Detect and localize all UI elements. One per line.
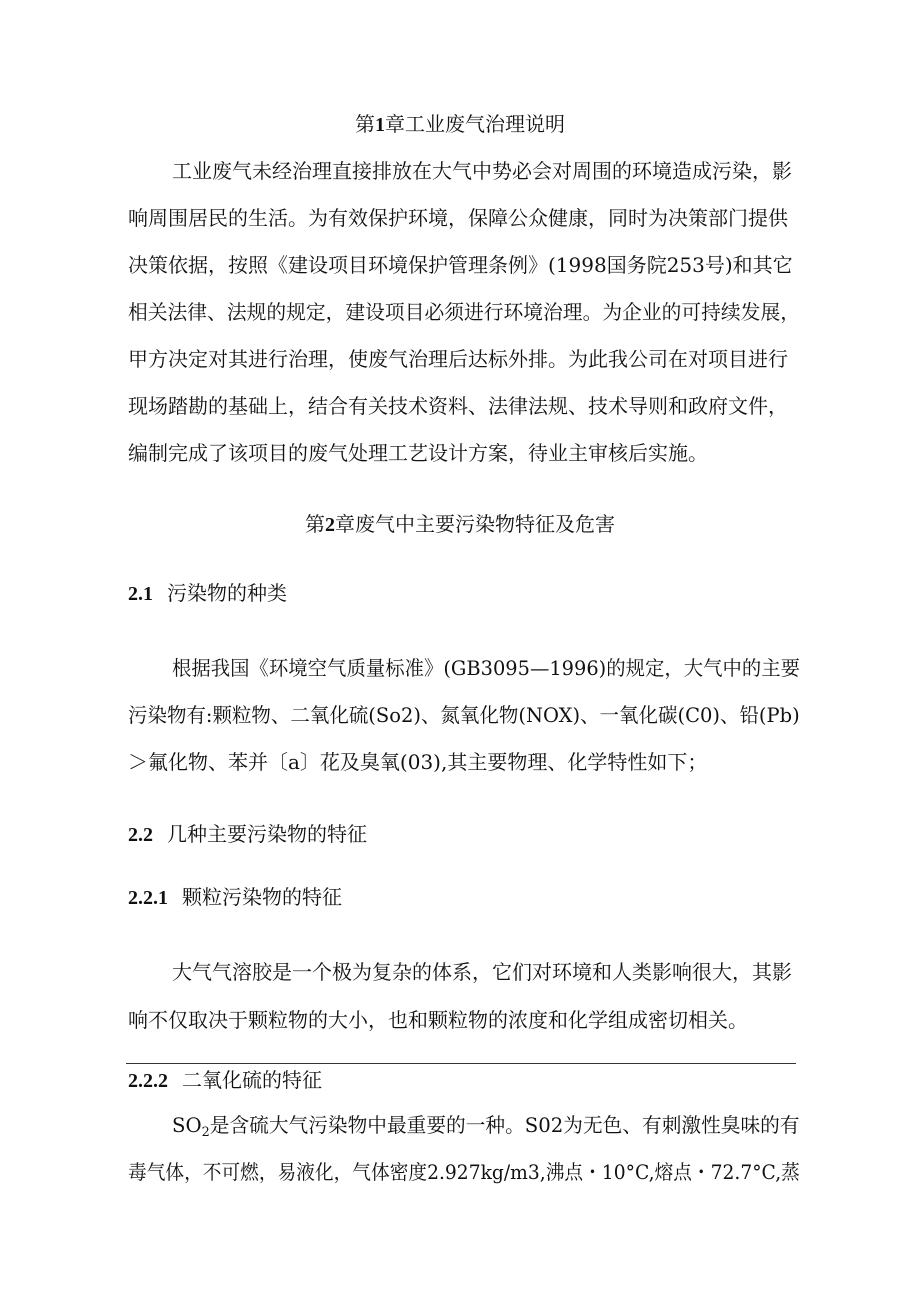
section-2-2-number: 2.2 [128,824,153,846]
chapter-1-text: 章工业废气治理说明 [385,112,565,136]
chapter-2-number: 2 [325,514,335,536]
intro-line-3: 决策依据，按照《建设项目环境保护管理条例》(1998国务院253号)和其它 [128,253,793,277]
intro-line-7: 编制完成了该项目的废气处理工艺设计方案，待业主审核后实施。 [128,441,708,465]
section-2-2-2-number: 2.2.2 [128,1070,168,1092]
chapter-1-number: 1 [375,114,385,136]
s221-line-2: 响不仅取决于颗粒物的大小，也和颗粒物的浓度和化学组成密切相关。 [128,1008,748,1032]
chapter-2-title [0,510,920,539]
section-divider [126,1063,796,1064]
chapter-1-prefix: 第 [355,112,375,136]
section-2-2-1-title: 颗粒污染物的特征 [182,885,342,909]
intro-line-5: 甲方决定对其进行治理，使废气治理后达标外排。为此我公司在对项目进行 [128,347,788,371]
intro-line-1: 工业废气未经治理直接排放在大气中势必会对周围的环境造成污染，影 [172,159,792,183]
so2-formula-subscript: 2 [201,1125,210,1140]
chapter-2-text: 章废气中主要污染物特征及危害 [335,512,615,536]
s222-line-1 [172,1111,800,1139]
section-2-1-heading [128,579,287,608]
section-2-1-number: 2.1 [128,583,153,605]
section-2-2-heading [128,820,367,849]
section-2-2-1-number: 2.2.1 [128,887,168,909]
intro-line-4: 相关法律、法规的规定，建设项目必须进行环境治理。为企业的可持续发展， [128,300,800,324]
s21-line-2: 污染物有:颗粒物、二氧化硫(So2)、氮氧化物(NOX)、一氧化碳(C0)、铅(Pb) [128,703,800,727]
intro-line-6: 现场踏勘的基础上，结合有关技术资料、法律法规、技术导则和政府文件， [128,394,788,418]
chapter-1-title [0,110,920,139]
section-2-2-title: 几种主要污染物的特征 [167,822,367,846]
section-2-1-title: 污染物的种类 [167,581,287,605]
s222-line-1-rest: 是含硫大气污染物中最重要的一种。S02为无色、有刺激性臭味的有 [209,1113,800,1137]
so2-formula-so: SO [172,1113,202,1137]
section-2-2-1-heading [128,883,342,912]
section-2-2-2-title: 二氧化硫的特征 [182,1068,322,1092]
section-2-2-2-heading [128,1066,322,1095]
s221-line-1: 大气气溶胶是一个极为复杂的体系，它们对环境和人类影响很大，其影 [172,960,792,984]
intro-line-2: 响周围居民的生活。为有效保护环境，保障公众健康，同时为决策部门提供 [128,206,788,230]
s21-line-3: ＞氟化物、苯并〔a〕花及臭氧(03),其主要物理、化学特性如下； [128,750,708,774]
s222-line-2: 毒气体，不可燃，易液化，气体密度2.927kg∕m3,沸点・10°C,熔点・72.7°C,蒸 [128,1160,800,1184]
chapter-2-prefix: 第 [305,512,325,536]
s21-line-1: 根据我国《环境空气质量标准》(GB3095—1996)的规定，大气中的主要 [172,656,801,680]
